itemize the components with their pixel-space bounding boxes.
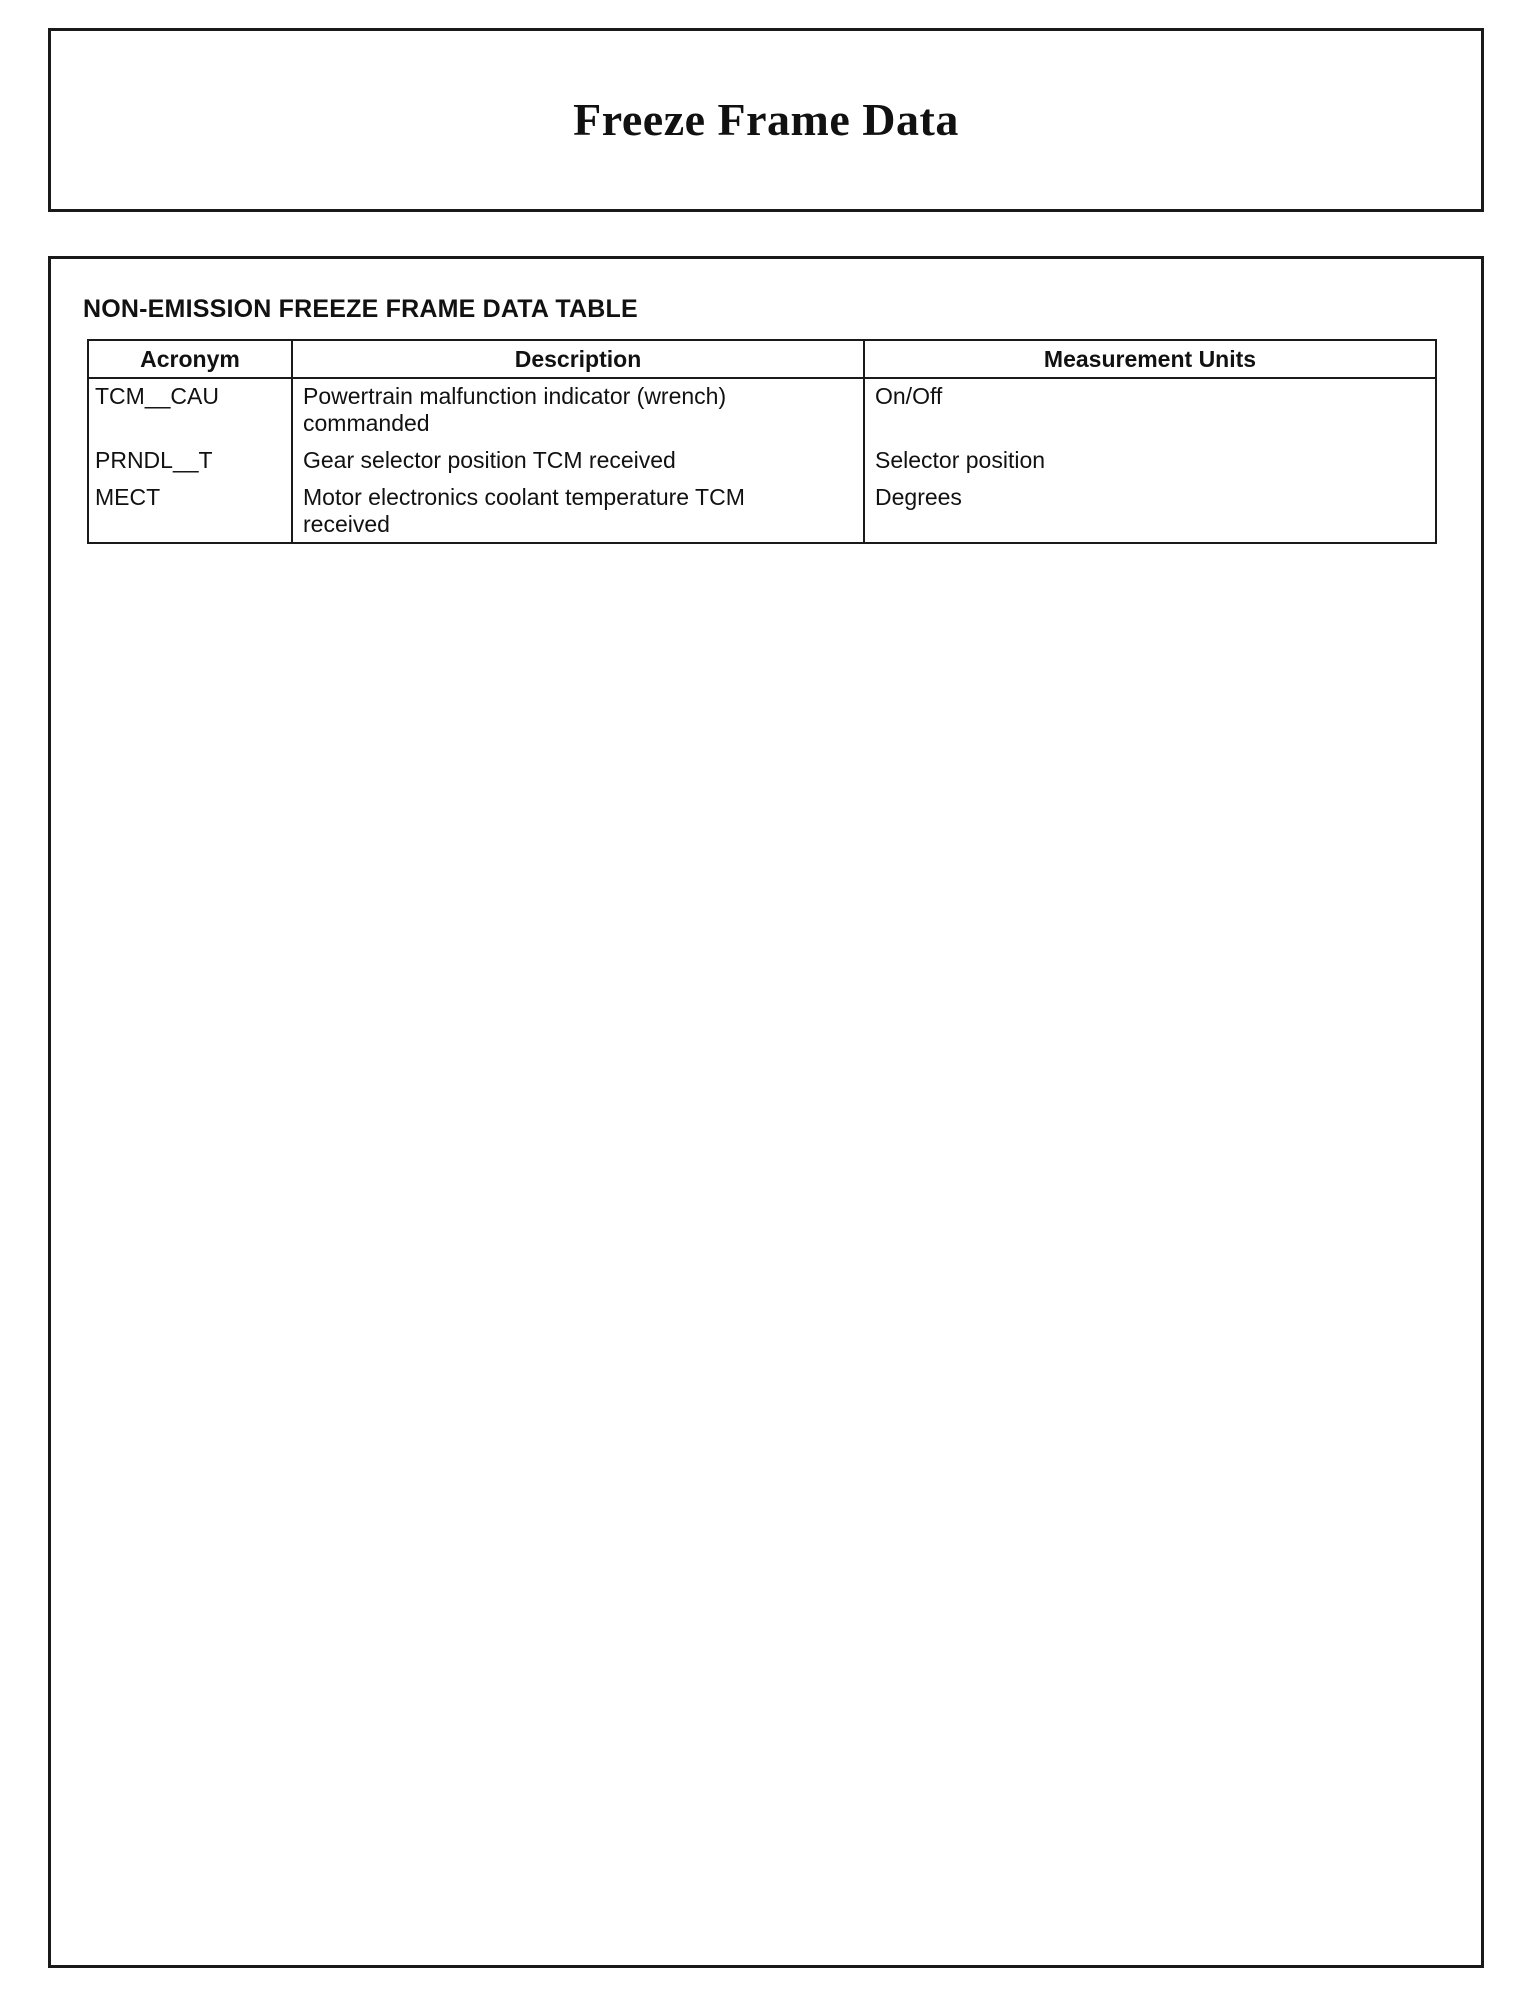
acronym-cell: PRNDL__T — [88, 443, 292, 480]
description-cell: Motor electronics coolant temperature TCM received — [292, 480, 864, 543]
acronym-cell: MECT — [88, 480, 292, 543]
units-cell: Degrees — [864, 480, 1436, 543]
column-header-acronym: Acronym — [88, 340, 292, 378]
units-cell: On/Off — [864, 378, 1436, 443]
acronym-cell: TCM__CAU — [88, 378, 292, 443]
section-heading: NON-EMISSION FREEZE FRAME DATA TABLE — [83, 295, 638, 323]
freeze-frame-data-table — [87, 339, 1437, 544]
content-frame — [48, 256, 1484, 1968]
description-cell: Powertrain malfunction indicator (wrench) commanded — [292, 378, 864, 443]
table-row — [88, 480, 1436, 543]
table-row — [88, 443, 1436, 480]
table-row — [88, 378, 1436, 443]
description-cell: Gear selector position TCM received — [292, 443, 864, 480]
table-header-row — [88, 340, 1436, 378]
column-header-description: Description — [292, 340, 864, 378]
units-cell: Selector position — [864, 443, 1436, 480]
title-frame — [48, 28, 1484, 212]
column-header-measurement-units: Measurement Units — [864, 340, 1436, 378]
page-title: Freeze Frame Data — [573, 93, 959, 145]
